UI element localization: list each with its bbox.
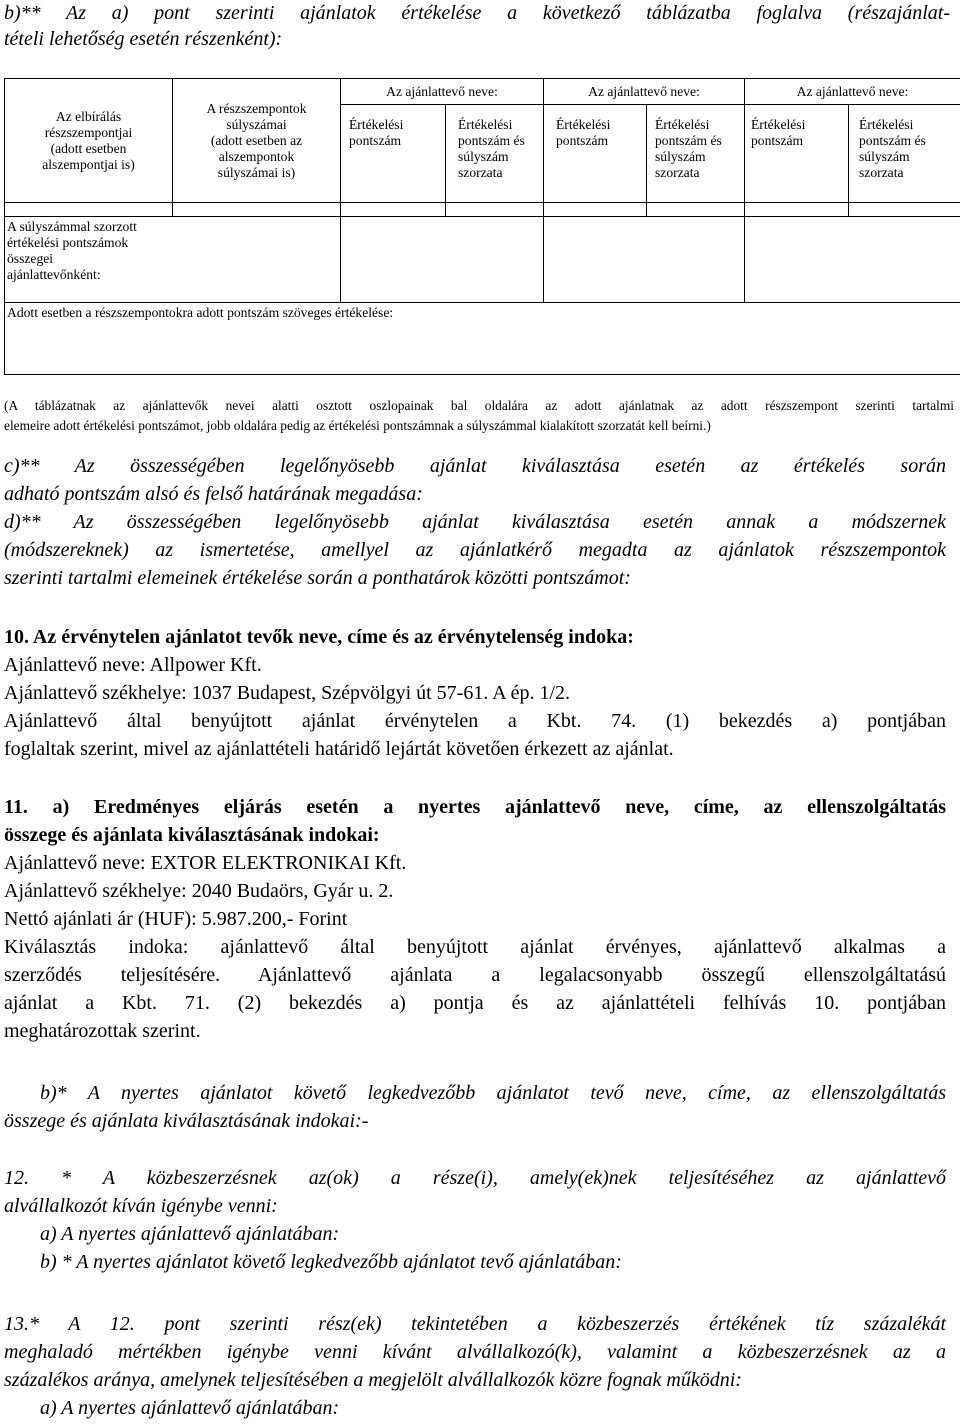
weights-header: A részszempontok súlyszámai (adott esetben az alszempontok súlyszámai is) [173,79,341,203]
section-b-heading [4,0,950,52]
winner-price: Nettó ajánlati ár (HUF): 5.987.200,- Forint [4,908,348,930]
sum-cell-3 [745,217,960,303]
section-c: c)** Az összességében legelőnyösebb ajánlat kiválasztása esetén az értékelés során adható pontszám alsó és felső határának megadása: [4,455,946,505]
evaluation-table [4,78,960,375]
invalid-bidder-name: Ajánlattevő neve: Allpower Kft. [4,654,262,676]
weighted-subheader-2: Értékelési pontszám és súlyszám szorzata [647,105,745,203]
invalid-bidder-address: Ajánlattevő székhelye: 1037 Budapest, Szépvölgyi út 57-61. A ép. 1/2. [4,682,571,704]
section-11: 11. a) Eredményes eljárás esetén a nyertes ajánlattevő neve, címe, az ellenszolgáltatás összege és ajánlata kiválasztásának indokai: Ajánlattevő neve: EXTOR ELEKTRONIKAI Kft. Ajánlattevő székhelye: 2040 Budaörs, Gyár u. 2. Nettó ajánlati ár (HUF): 5.987.200,- Forint Kiválasztás indoka: ajánlattevő által benyújtott ajánlat érvényes, ajánlattevő alkalmas a szerződés teljesítésére. Ajánlattevő ajánlata a legalacsonyabb összegű ellenszolgáltatású ajánlat a Kbt. 71. (2) bekezdés a) pontja és az ajánlattételi felhívás 10. pontjában meghatározottak szerint. [4,793,946,1045]
table-note: (A táblázatnak az ajánlattevők nevei alatti osztott oszlopainak bal oldalára az adott ajánlatnak az adott részszempont szerinti tartalmi elemeire adott értékelési pontszámot, jobb oldalára pedig az értékelési pontszámnak a súlyszámmal kialakított szorzatát kell beírni.) [4,398,954,433]
score-subheader-2: Értékelési pontszám [544,105,647,203]
text-evaluation-label: Adott esetben a részszempontokra adott pontszám szöveges értékelése: [7,305,394,320]
text-evaluation-row [5,303,960,375]
winner-name: Ajánlattevő neve: EXTOR ELEKTRONIKAI Kft. [4,852,407,874]
weighted-subheader-3: Értékelési pontszám és súlyszám szorzata [849,105,960,203]
weighted-sum-row-label: A súlyszámmal szorzott értékelési pontszámok összegei ajánlattevőnként: [5,217,341,303]
score-subheader-1: Értékelési pontszám [341,105,446,203]
section-b-heading-line2: tételi lehetőség esetén részenként): [4,28,283,50]
section-11-title: 11. a) Eredményes eljárás esetén a nyertes ajánlattevő neve, címe, az ellenszolgáltatás [4,796,946,818]
section-12: 12. * A közbeszerzésnek az(ok) a része(i), amely(ek)nek teljesítéséhez az ajánlattevő alvállalkozót kíván igénybe venni: a) A nyertes ajánlattevő ajánlatában: b) * A nyertes ajánlatot követő legkedvezőbb ajánlatot tevő ajánlatában: [4,1167,946,1273]
score-subheader-3: Értékelési pontszám [745,105,849,203]
section-d: d)** Az összességében legelőnyösebb ajánlat kiválasztása esetén annak a módszernek (módszereknek) az ismertetése, amellyel az ajánlatkérő megadta az ajánlatok részszempontok szerinti tartalmi elemeinek értékelése során a ponthatárok közötti pontszámot: [4,511,946,589]
bidder-name-header-3: Az ajánlattevő neve: [745,79,960,105]
sum-cell-1 [341,217,544,303]
bidder-name-header-1: Az ajánlattevő neve: [341,79,544,105]
section-10: 10. Az érvénytelen ajánlatot tevők neve, címe és az érvénytelenség indoka: Ajánlattevő neve: Allpower Kft. Ajánlattevő székhelye: 1037 Budapest, Szépvölgyi út 57-61. A ép. 1/2. Ajánlattevő által benyújtott ajánlat érvénytelen a Kbt. 74. (1) bekezdés a) pontjában foglaltak szerint, mivel az ajánlattételi határidő lejártát követően érkezett az ajánlat. [4,623,946,763]
section-b-heading-line1: b)** Az a) pont szerinti ajánlatok értékelése a következő táblázatba foglalva (részajánlat- [4,2,950,24]
bidder-name-header-2: Az ajánlattevő neve: [544,79,745,105]
section-13: 13.* A 12. pont szerinti rész(ek) tekintetében a közbeszerzés értékének tíz százalékát meghaladó mértékben igénybe venni kívánt alvállalkozó(k), valamint a közbeszerzésnek az a százalékos aránya, amelynek teljesítésében a megjelölt alvállalkozók közre fognak működni: a) A nyertes ajánlattevő ajánlatában: [4,1313,946,1419]
section-11b: b)* A nyertes ajánlatot követő legkedvezőbb ajánlatot tevő neve, címe, az ellenszolgáltatás összege és ajánlata kiválasztásának indokai:- [4,1082,946,1132]
winner-address: Ajánlattevő székhelye: 2040 Budaörs, Gyár u. 2. [4,880,394,902]
section-10-title: 10. Az érvénytelen ajánlatot tevők neve, címe és az érvénytelenség indoka: [4,626,634,648]
weighted-subheader-1: Értékelési pontszám és súlyszám szorzata [446,105,544,203]
criteria-header: Az elbírálás részszempontjai (adott esetben alszempontjai is) [5,79,173,203]
sum-cell-2 [544,217,745,303]
